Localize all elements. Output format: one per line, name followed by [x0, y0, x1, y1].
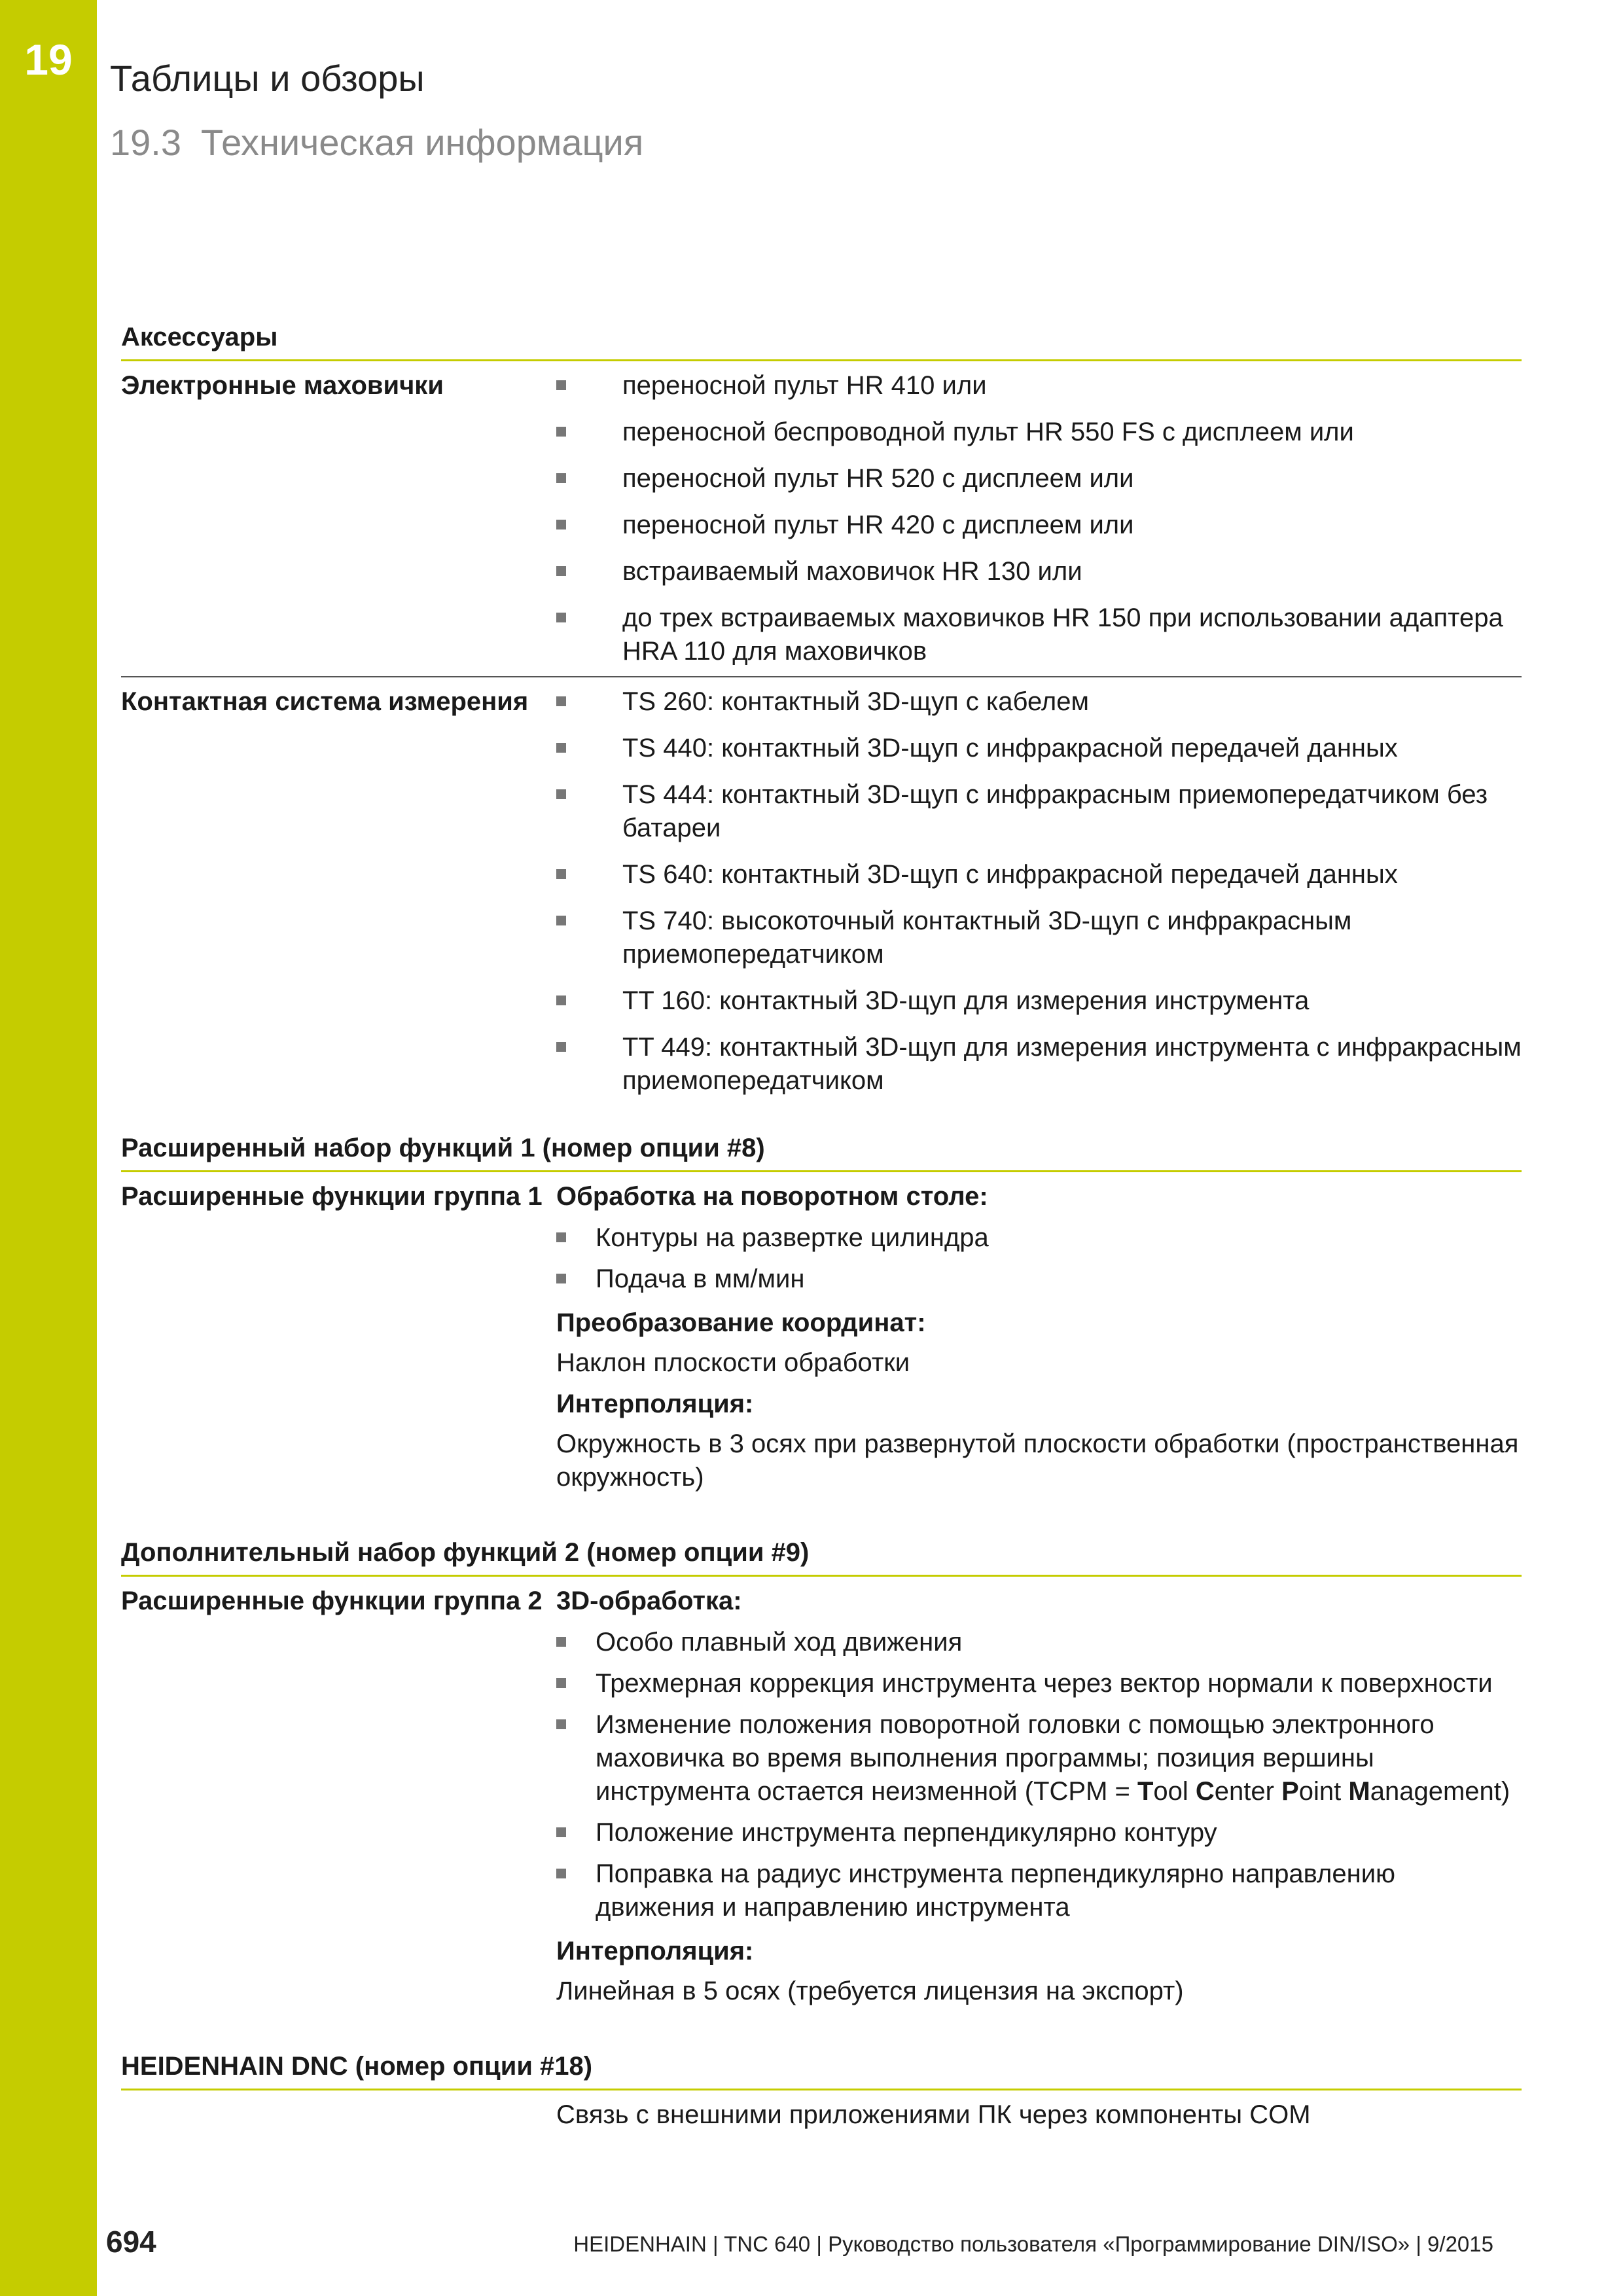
list-item [556, 1708, 1522, 1808]
square-bullet-icon [556, 778, 622, 845]
list-item [556, 416, 1522, 449]
row-label: Электронные маховички [121, 371, 444, 400]
tcpm-initial: T [1137, 1777, 1154, 1806]
list-item [556, 732, 1522, 765]
block-title-accessories: Аксессуары [121, 321, 1522, 361]
list-item [556, 905, 1522, 971]
list-item [556, 555, 1522, 588]
group-text: Наклон плоскости обработки [556, 1348, 910, 1377]
list-item-text: TS 444: контактный 3D-щуп с инфракрасным приемопередатчиком без батареи [622, 780, 1488, 842]
list-item-text: TS 640: контактный 3D-щуп с инфракрасной передачей данных [622, 860, 1398, 889]
tcpm-rest: enter [1214, 1777, 1282, 1806]
group-text: Линейная в 5 осях (требуется лицензия на экспорт) [556, 1977, 1184, 2005]
list-item-text: Подача в мм/мин [596, 1265, 805, 1293]
table-row [121, 1577, 1522, 2024]
list-item-text: TS 260: контактный 3D-щуп с кабелем [622, 687, 1089, 716]
tcpm-rest: ool [1153, 1777, 1196, 1806]
table-row [121, 361, 1522, 677]
list-item [556, 1221, 1522, 1255]
feature-groups [556, 1180, 1522, 1502]
list-item-text: Трехмерная коррекция инструмента через вектор нормали к поверхности [596, 1669, 1493, 1698]
list-item [556, 1031, 1522, 1098]
square-bullet-icon [556, 462, 622, 495]
square-bullet-icon [556, 1031, 622, 1098]
square-bullet-icon [556, 601, 622, 668]
spec-table [121, 321, 1522, 2140]
list-item [556, 858, 1522, 891]
feature-groups [556, 1585, 1522, 2016]
table-row [121, 677, 1522, 1105]
footer-text: HEIDENHAIN | TNC 640 | Руководство пользователя «Программирование DIN/ISO» | 9/2015 [573, 2232, 1493, 2256]
list-item-text: TT 160: контактный 3D-щуп для измерения инструмента [622, 986, 1310, 1015]
list-item [556, 685, 1522, 719]
group-text: Окружность в 3 осях при развернутой плоскости обработки (пространственная окружность) [556, 1429, 1519, 1492]
tcpm-initial: M [1348, 1777, 1370, 1806]
list-item-text: переносной пульт HR 420 с дисплеем или [622, 511, 1134, 539]
square-bullet-icon [556, 1626, 596, 1659]
square-bullet-icon [556, 905, 622, 971]
list-item-text: Изменение положения поворотной головки с помощью электронного маховичка во время выполнения программы; позиция вершины инструмента остается неизменной (TCPM = [596, 1710, 1435, 1806]
bullet-list [556, 369, 1522, 668]
block-title-option-8: Расширенный набор функций 1 (номер опции #8) [121, 1132, 1522, 1172]
chapter-title: Таблицы и обзоры [110, 58, 425, 99]
square-bullet-icon [556, 416, 622, 449]
section-title-text: Техническая информация [201, 122, 644, 163]
group-heading: Обработка на поворотном столе: [556, 1182, 988, 1211]
square-bullet-icon [556, 984, 622, 1018]
block-title-option-9: Дополнительный набор функций 2 (номер опции #9) [121, 1536, 1522, 1577]
list-item [556, 369, 1522, 403]
square-bullet-icon [556, 1708, 596, 1808]
square-bullet-icon [556, 509, 622, 542]
list-item-text: TS 740: высокоточный контактный 3D-щуп с инфракрасным приемопередатчиком [622, 906, 1352, 969]
square-bullet-icon [556, 858, 622, 891]
section-title [110, 124, 643, 161]
square-bullet-icon [556, 555, 622, 588]
dnc-text: Связь с внешними приложениями ПК через компоненты COM [556, 2100, 1311, 2129]
list-item-text: Поправка на радиус инструмента перпендикулярно направлению движения и направлению инструмента [596, 1859, 1396, 1922]
block-title-dnc: HEIDENHAIN DNC (номер опции #18) [121, 2050, 1522, 2090]
list-item-text: встраиваемый маховичок HR 130 или [622, 557, 1082, 586]
list-item [556, 462, 1522, 495]
chapter-sidebar [0, 0, 97, 2296]
list-item [556, 1816, 1522, 1850]
list-item [556, 984, 1522, 1018]
bullet-list [556, 1626, 1522, 1924]
square-bullet-icon [556, 1857, 596, 1924]
chapter-number: 19 [24, 35, 73, 84]
square-bullet-icon [556, 369, 622, 403]
list-item-text: до трех встраиваемых маховичков HR 150 при использовании адаптера HRA 110 для маховичков [622, 603, 1503, 666]
bullet-list [556, 1221, 1522, 1296]
square-bullet-icon [556, 1263, 596, 1296]
tcpm-initial: C [1195, 1777, 1215, 1806]
group-heading: Интерполяция: [556, 1937, 754, 1965]
row-label: Расширенные функции группа 2 [121, 1587, 543, 1615]
table-row [121, 2090, 1522, 2140]
list-item [556, 1626, 1522, 1659]
group-heading: 3D-обработка: [556, 1587, 742, 1615]
list-item-text: переносной пульт HR 410 или [622, 371, 987, 400]
tcpm-initial: P [1281, 1777, 1299, 1806]
list-item-text: TS 440: контактный 3D-щуп с инфракрасной передачей данных [622, 734, 1398, 762]
table-row [121, 1172, 1522, 1510]
square-bullet-icon [556, 685, 622, 719]
group-heading: Преобразование координат: [556, 1308, 926, 1337]
list-item-text-tcpm [596, 1708, 1522, 1808]
group-heading: Интерполяция: [556, 1390, 754, 1418]
square-bullet-icon [556, 732, 622, 765]
list-item-text: Контуры на развертке цилиндра [596, 1223, 989, 1252]
list-item [556, 1857, 1522, 1924]
section-number: 19.3 [110, 122, 181, 163]
list-item [556, 778, 1522, 845]
page-number: 694 [106, 2225, 156, 2259]
list-item-text: переносной беспроводной пульт HR 550 FS с дисплеем или [622, 418, 1354, 446]
list-item-text: Особо плавный ход движения [596, 1628, 963, 1657]
bullet-list [556, 685, 1522, 1098]
list-item [556, 1667, 1522, 1700]
list-item-text: переносной пульт HR 520 с дисплеем или [622, 464, 1134, 493]
row-label: Расширенные функции группа 1 [121, 1182, 543, 1211]
list-item [556, 509, 1522, 542]
square-bullet-icon [556, 1221, 596, 1255]
list-item-text: TT 449: контактный 3D-щуп для измерения инструмента с инфракрасным приемопередатчиком [622, 1033, 1522, 1095]
tcpm-rest: oint [1298, 1777, 1349, 1806]
tcpm-rest: anagement) [1370, 1777, 1510, 1806]
square-bullet-icon [556, 1816, 596, 1850]
list-item-text: Положение инструмента перпендикулярно контуру [596, 1818, 1217, 1847]
row-label: Контактная система измерения [121, 687, 529, 716]
row-label-empty [121, 2098, 556, 2132]
list-item [556, 601, 1522, 668]
square-bullet-icon [556, 1667, 596, 1700]
list-item [556, 1263, 1522, 1296]
